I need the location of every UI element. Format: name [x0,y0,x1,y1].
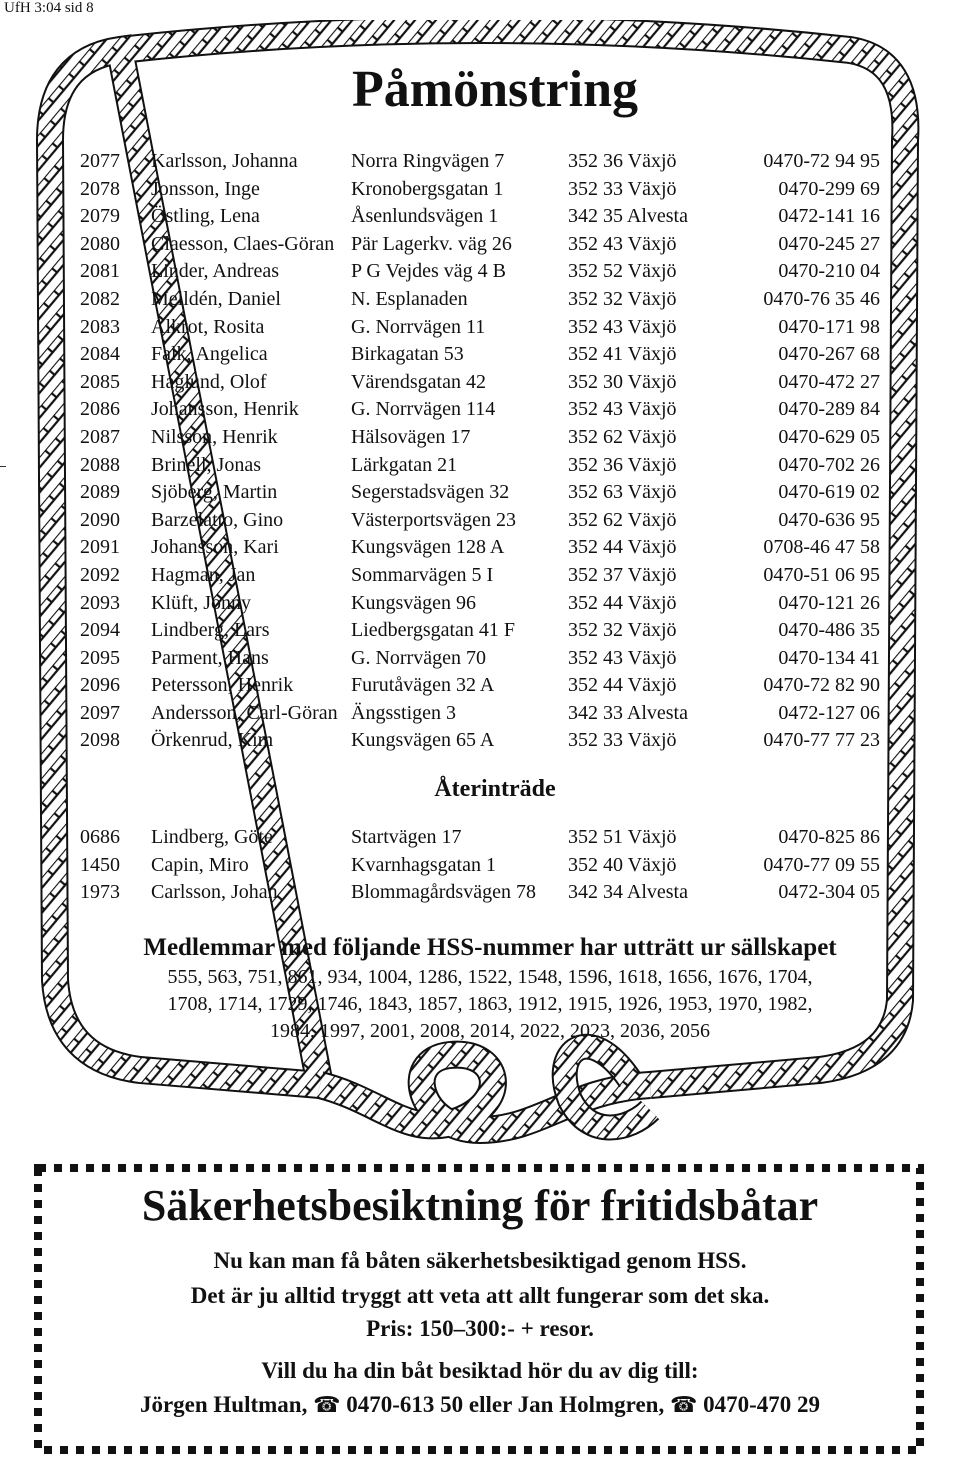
contact-connector: eller [468,1392,512,1417]
list-item [80,148,880,176]
member-number: 2094 [80,619,120,642]
member-street: G. Norrvägen 11 [351,315,486,338]
member-street: Blommagårdsvägen 78 [351,881,536,904]
ad-title: Säkerhetsbesiktning för fritidsbåtar [141,1181,819,1230]
list-item [80,231,880,259]
member-city: 352 62 Växjö [568,425,677,448]
member-number: 2096 [80,674,120,697]
list-item [80,424,880,452]
page-header-stamp: UfH 3:04 sid 8 [4,0,94,16]
member-number: 2097 [80,701,120,724]
member-name: Barzelatto, Gino [151,508,284,531]
list-item [80,396,880,424]
member-city: 352 43 Växjö [568,315,677,338]
rope-knot [320,1047,650,1130]
list-item [80,590,880,618]
member-city: 352 63 Växjö [568,481,677,504]
member-number: 2080 [80,232,120,255]
member-number: 2092 [80,563,120,586]
member-phone: 0708-46 47 58 [763,536,880,559]
member-name: Östling, Lena [151,205,260,228]
member-number: 2082 [80,287,120,310]
contact-phone: 0470-613 50 [346,1392,464,1417]
member-phone: 0470-121 26 [778,591,880,614]
member-phone: 0470-77 09 55 [763,853,880,876]
contact-name: Jörgen Hultman, [139,1392,308,1417]
member-name: Johansson, Kari [151,536,279,559]
list-item [80,534,880,562]
member-city: 352 40 Växjö [568,853,677,876]
member-name: Karlsson, Johanna [151,150,298,172]
member-city: 352 52 Växjö [568,260,677,283]
member-name: Claesson, Claes-Göran [151,232,335,255]
contact-name: Jan Holmgren, [517,1392,665,1417]
member-name: Hagman, Jan [151,563,256,586]
member-street: Värendsgatan 42 [351,370,486,393]
member-street: Liedbergsgatan 41 F [351,619,516,642]
member-phone: 0470-72 82 90 [763,674,880,697]
ad-contacts [0,1392,960,1418]
member-name: Brinell, Jonas [151,453,261,476]
list-item [80,369,880,397]
list-item [80,341,880,369]
member-street: Furutåvägen 32 A [351,674,495,697]
member-name: Lindberg, Göte [151,826,273,848]
ad-line: Vill du ha din båt besiktad hör du av dig till: [261,1358,699,1383]
member-street: Pär Lagerkv. väg 26 [351,232,512,255]
list-item [80,452,880,480]
member-name: Haglund, Olof [151,370,267,393]
member-number: 1973 [80,881,120,904]
member-street: Åsenlundsvägen 1 [351,205,499,228]
resigned-section [100,932,880,1045]
member-city: 352 41 Växjö [568,343,677,366]
member-city: 352 44 Växjö [568,674,677,697]
member-street: Norra Ringvägen 7 [351,150,505,172]
member-number: 0686 [80,826,120,848]
member-name: Falk, Angelica [151,343,268,366]
margin-mark [0,466,6,467]
member-number: 2083 [80,315,120,338]
list-item [80,672,880,700]
member-name: Linder, Andreas [151,260,280,283]
list-item [80,286,880,314]
member-street: Västerportsvägen 23 [351,508,516,531]
member-street: Kronobergsgatan 1 [351,177,504,200]
contact-phone: 0470-470 29 [703,1392,821,1417]
member-street: Ängsstigen 3 [351,701,456,724]
ad-line: Det är ju alltid tryggt att veta att allt fungerar som det ska. [190,1283,770,1308]
list-item [80,879,880,907]
member-phone: 0470-472 27 [778,370,880,393]
phone-icon: ☎ [313,1393,341,1418]
list-item [80,700,880,728]
member-city: 352 32 Växjö [568,619,677,642]
member-street: Kvarnhagsgatan 1 [351,853,496,876]
reentry-list [80,824,880,907]
member-phone: 0470-825 86 [778,826,880,848]
list-item [80,727,880,755]
member-city: 352 37 Växjö [568,563,677,586]
member-street: Kungsvägen 128 A [351,536,505,559]
member-name: Klüft, Jonny [151,591,251,614]
member-number: 2084 [80,343,120,366]
member-street: N. Esplanaden [351,287,468,310]
resigned-heading: Medlemmar med följande HSS-nummer har utträtt ur sällskapet [143,934,837,961]
member-city: 352 62 Växjö [568,508,677,531]
member-street: G. Norrvägen 70 [351,646,486,669]
member-name: Johansson, Henrik [151,398,299,421]
member-number: 2077 [80,150,120,172]
member-city: 352 44 Växjö [568,536,677,559]
member-number: 2090 [80,508,120,531]
member-street: Kungsvägen 65 A [351,729,495,752]
member-phone: 0470-77 77 23 [763,729,880,752]
resigned-numbers-line: 1984, 1997, 2001, 2008, 2014, 2022, 2023, 2036, 2056 [270,1020,710,1042]
member-street: Birkagatan 53 [351,343,464,366]
member-number: 2086 [80,398,120,421]
member-number: 2087 [80,425,120,448]
member-name: Andersson, Carl-Göran [151,701,338,724]
member-phone: 0470-210 04 [778,260,880,283]
member-number: 2093 [80,591,120,614]
list-item [80,852,880,880]
member-name: Sjöberg, Martin [151,481,278,504]
new-members-list [80,148,880,755]
member-phone: 0470-299 69 [778,177,880,200]
member-phone: 0470-267 68 [778,343,880,366]
member-city: 352 30 Växjö [568,370,677,393]
member-number: 2091 [80,536,120,559]
member-name: Parment, Hans [151,646,269,669]
member-city: 342 35 Alvesta [568,205,688,228]
member-name: Capin, Miro [151,853,249,876]
member-street: Kungsvägen 96 [351,591,476,614]
member-phone: 0470-619 02 [778,481,880,504]
member-city: 342 34 Alvesta [568,881,688,904]
member-street: Startvägen 17 [351,826,462,848]
member-street: Hälsovägen 17 [351,425,471,448]
page-title: Påmönstring [352,61,638,118]
member-phone: 0472-141 16 [778,205,880,228]
list-item [80,176,880,204]
member-city: 352 43 Växjö [568,398,677,421]
member-city: 352 51 Växjö [568,826,677,848]
member-name: Petersson, Henrik [151,674,294,697]
list-item [80,203,880,231]
member-phone: 0472-304 05 [778,881,880,904]
member-city: 352 32 Växjö [568,287,677,310]
member-phone: 0470-76 35 46 [763,287,880,310]
phone-icon: ☎ [669,1393,698,1418]
ad-price: Pris: 150–300:- + resor. [366,1316,594,1341]
member-city: 352 44 Växjö [568,591,677,614]
member-name: Carlsson, Johan [151,881,278,904]
member-street: Sommarvägen 5 I [351,563,494,586]
member-city: 352 33 Växjö [568,177,677,200]
member-phone: 0470-629 05 [778,425,880,448]
list-item [80,645,880,673]
member-number: 2078 [80,177,120,200]
member-street: Segerstadsvägen 32 [351,481,510,504]
member-phone: 0470-702 26 [778,453,880,476]
reentry-heading: Återinträde [434,776,556,802]
member-number: 1450 [80,853,120,876]
member-phone: 0470-171 98 [778,315,880,338]
list-item [80,507,880,535]
member-number: 2088 [80,453,120,476]
member-name: Alkrot, Rosita [151,315,265,338]
member-phone: 0470-134 41 [778,646,880,669]
list-item [80,479,880,507]
list-item [80,617,880,645]
member-phone: 0470-72 94 95 [763,150,880,172]
member-phone: 0470-245 27 [778,232,880,255]
list-item [80,824,880,852]
resigned-numbers-line: 555, 563, 751, 861, 934, 1004, 1286, 1522, 1548, 1596, 1618, 1656, 1676, 1704, [167,966,813,988]
member-name: Örkenrud, Kim [151,729,274,752]
member-street: P G Vejdes väg 4 B [351,260,506,283]
member-name: Melldén, Daniel [151,287,281,310]
member-phone: 0470-289 84 [778,398,880,421]
member-street: Lärkgatan 21 [351,453,458,476]
member-street: G. Norrvägen 114 [351,398,496,421]
member-number: 2085 [80,370,120,393]
list-item [80,314,880,342]
member-number: 2098 [80,729,120,752]
member-city: 352 36 Växjö [568,150,677,172]
member-phone: 0470-636 95 [778,508,880,531]
member-phone: 0470-486 35 [778,619,880,642]
member-city: 352 33 Växjö [568,729,677,752]
member-number: 2095 [80,646,120,669]
member-city: 352 36 Växjö [568,453,677,476]
member-phone: 0472-127 06 [778,701,880,724]
list-item [80,562,880,590]
list-item [80,258,880,286]
member-name: Lindberg, Lars [151,619,270,642]
member-city: 352 43 Växjö [568,646,677,669]
resigned-numbers-line: 1708, 1714, 1729, 1746, 1843, 1857, 1863, 1912, 1915, 1926, 1953, 1970, 1982, [167,993,813,1015]
member-name: Jonsson, Inge [151,177,260,200]
member-city: 352 43 Växjö [568,232,677,255]
member-city: 342 33 Alvesta [568,701,688,724]
member-number: 2089 [80,481,120,504]
member-number: 2081 [80,260,120,283]
member-name: Nilsson, Henrik [151,425,278,448]
member-number: 2079 [80,205,120,228]
member-phone: 0470-51 06 95 [763,563,880,586]
ad-line: Nu kan man få båten säkerhetsbesiktigad genom HSS. [213,1248,747,1273]
